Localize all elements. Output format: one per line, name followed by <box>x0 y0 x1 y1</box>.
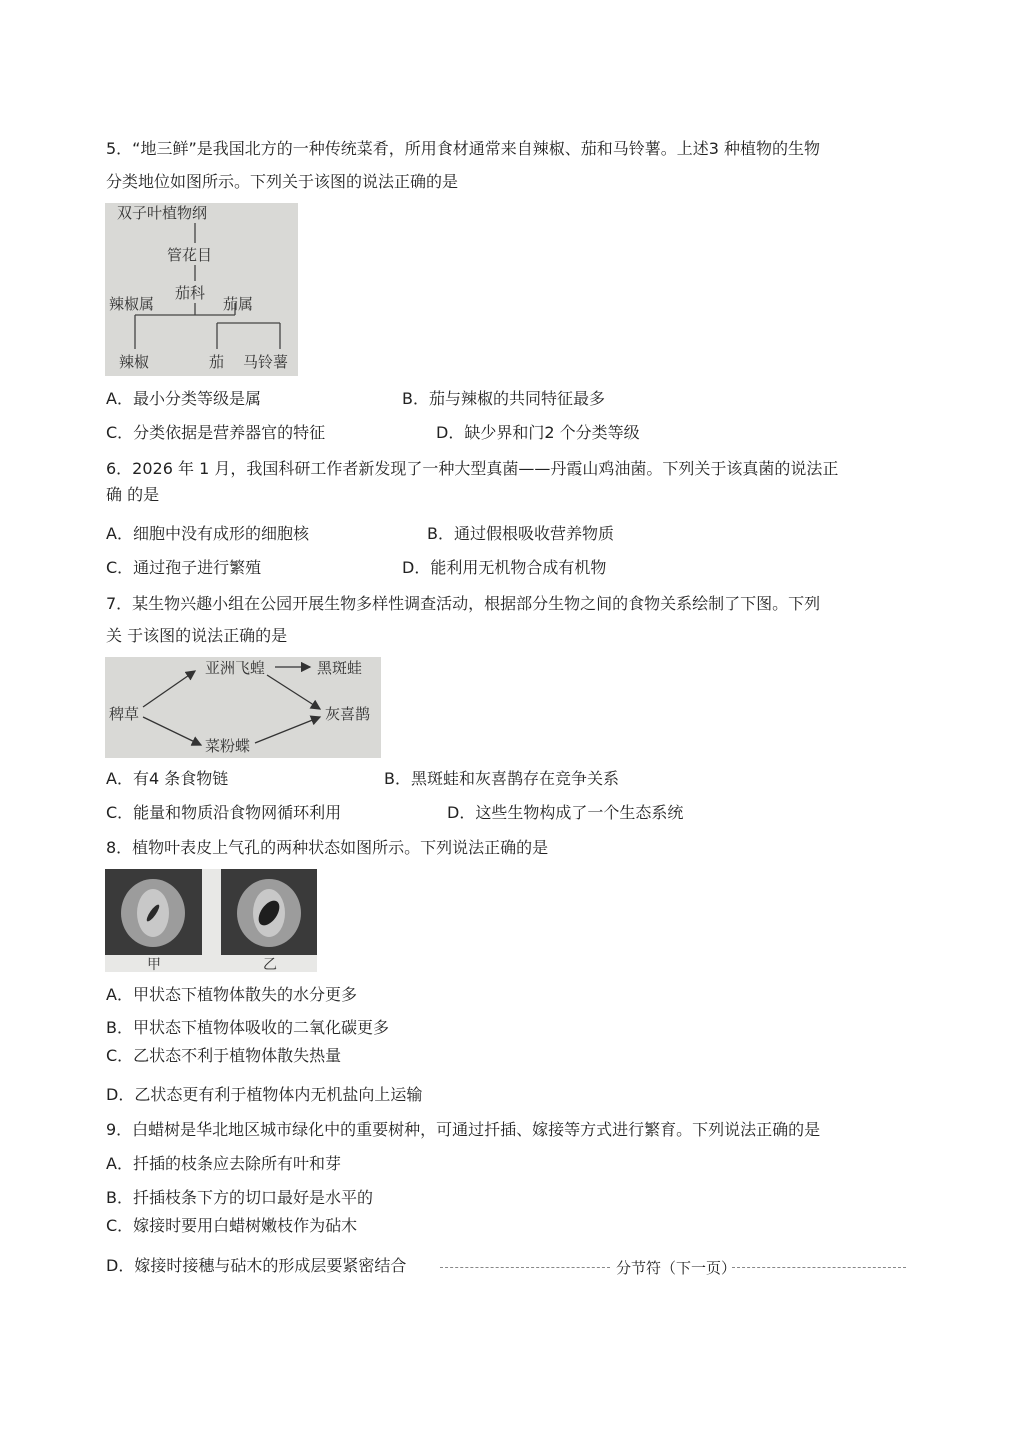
q6-option-d: D．能利用无机物合成有机物 <box>402 558 607 577</box>
q8-option-d: D．乙状态更有利于植物体内无机盐向上运输 <box>106 1085 423 1104</box>
q6-stem-line2: 确 的是 <box>106 485 160 504</box>
q7-option-a: A．有4 条食物链 <box>106 769 229 788</box>
section-break-label: 分节符（下一页） <box>616 1259 737 1277</box>
q5-option-c: C．分类依据是营养器官的特征 <box>106 423 326 442</box>
taxon-genus-right: 茄属 <box>223 295 254 313</box>
taxon-genus-left: 辣椒属 <box>109 295 155 313</box>
q7-option-b: B．黑斑蛙和灰喜鹊存在竞争关系 <box>384 769 619 788</box>
taxon-species-1: 辣椒 <box>119 353 150 371</box>
stomata-label-left: 甲 <box>147 957 161 972</box>
organism-predator-top: 黑斑蛙 <box>317 659 363 677</box>
stomata-figure <box>105 869 317 972</box>
q9-stem-line1: 9．白蜡树是华北地区城市绿化中的重要树种，可通过扦插、嫁接等方式进行繁育。下列说法正确的是 <box>106 1120 821 1139</box>
q6-option-a: A．细胞中没有成形的细胞核 <box>106 524 309 543</box>
q9-option-a: A．扦插的枝条应去除所有叶和芽 <box>106 1154 341 1173</box>
q5-option-b: B．茄与辣椒的共同特征最多 <box>402 389 605 408</box>
q9-option-d: D．嫁接时接穗与砧木的形成层要紧密结合 <box>106 1256 407 1275</box>
q6-option-b: B．通过假根吸收营养物质 <box>427 524 614 543</box>
q5-option-a: A．最小分类等级是属 <box>106 389 261 408</box>
q7-stem-line1: 7．某生物兴趣小组在公园开展生物多样性调查活动，根据部分生物之间的食物关系绘制了下图。下列 <box>106 594 821 613</box>
q8-option-b: B．甲状态下植物体吸收的二氧化碳更多 <box>106 1018 389 1037</box>
q9-option-b: B．扦插枝条下方的切口最好是水平的 <box>106 1188 373 1207</box>
taxon-species-2: 茄 <box>209 353 225 371</box>
food-web-figure <box>105 657 381 758</box>
stomata-label-right: 乙 <box>263 957 277 972</box>
organism-consumer-top: 亚洲飞蝗 <box>205 659 266 677</box>
q7-option-c: C．能量和物质沿食物网循环利用 <box>106 803 342 822</box>
q8-option-a: A．甲状态下植物体散失的水分更多 <box>106 985 357 1004</box>
q8-stem-line1: 8．植物叶表皮上气孔的两种状态如图所示。下列说法正确的是 <box>106 838 549 857</box>
q8-option-c: C．乙状态不利于植物体散失热量 <box>106 1046 342 1065</box>
q7-stem-line2: 关 于该图的说法正确的是 <box>106 626 288 645</box>
taxon-species-3: 马铃薯 <box>243 353 289 371</box>
organism-consumer-bottom: 菜粉蝶 <box>205 737 251 755</box>
organism-producer: 稗草 <box>109 705 140 723</box>
q5-stem-line2: 分类地位如图所示。下列关于该图的说法正确的是 <box>106 172 459 191</box>
organism-predator-bottom: 灰喜鹊 <box>325 705 371 723</box>
section-break-rule-left <box>440 1267 610 1268</box>
q6-option-c: C．通过孢子进行繁殖 <box>106 558 262 577</box>
section-break-rule-right <box>732 1267 906 1268</box>
q5-stem-line1: 5．“地三鲜”是我国北方的一种传统菜肴，所用食材通常来自辣椒、茄和马铃薯。上述3 种植物的生物 <box>106 139 821 158</box>
taxon-class: 双子叶植物纲 <box>117 204 208 222</box>
taxon-order: 管花目 <box>167 246 213 264</box>
q5-option-d: D．缺少界和门2 个分类等级 <box>436 423 640 442</box>
taxonomy-figure <box>105 203 298 376</box>
q7-option-d: D．这些生物构成了一个生态系统 <box>447 803 684 822</box>
taxon-family: 茄科 <box>175 284 206 302</box>
q9-option-c: C．嫁接时要用白蜡树嫩枝作为砧木 <box>106 1216 358 1235</box>
q6-stem-line1: 6．2026 年 1 月，我国科研工作者新发现了一种大型真菌——丹霞山鸡油菌。下列关于该真菌的说法正 <box>106 459 839 478</box>
